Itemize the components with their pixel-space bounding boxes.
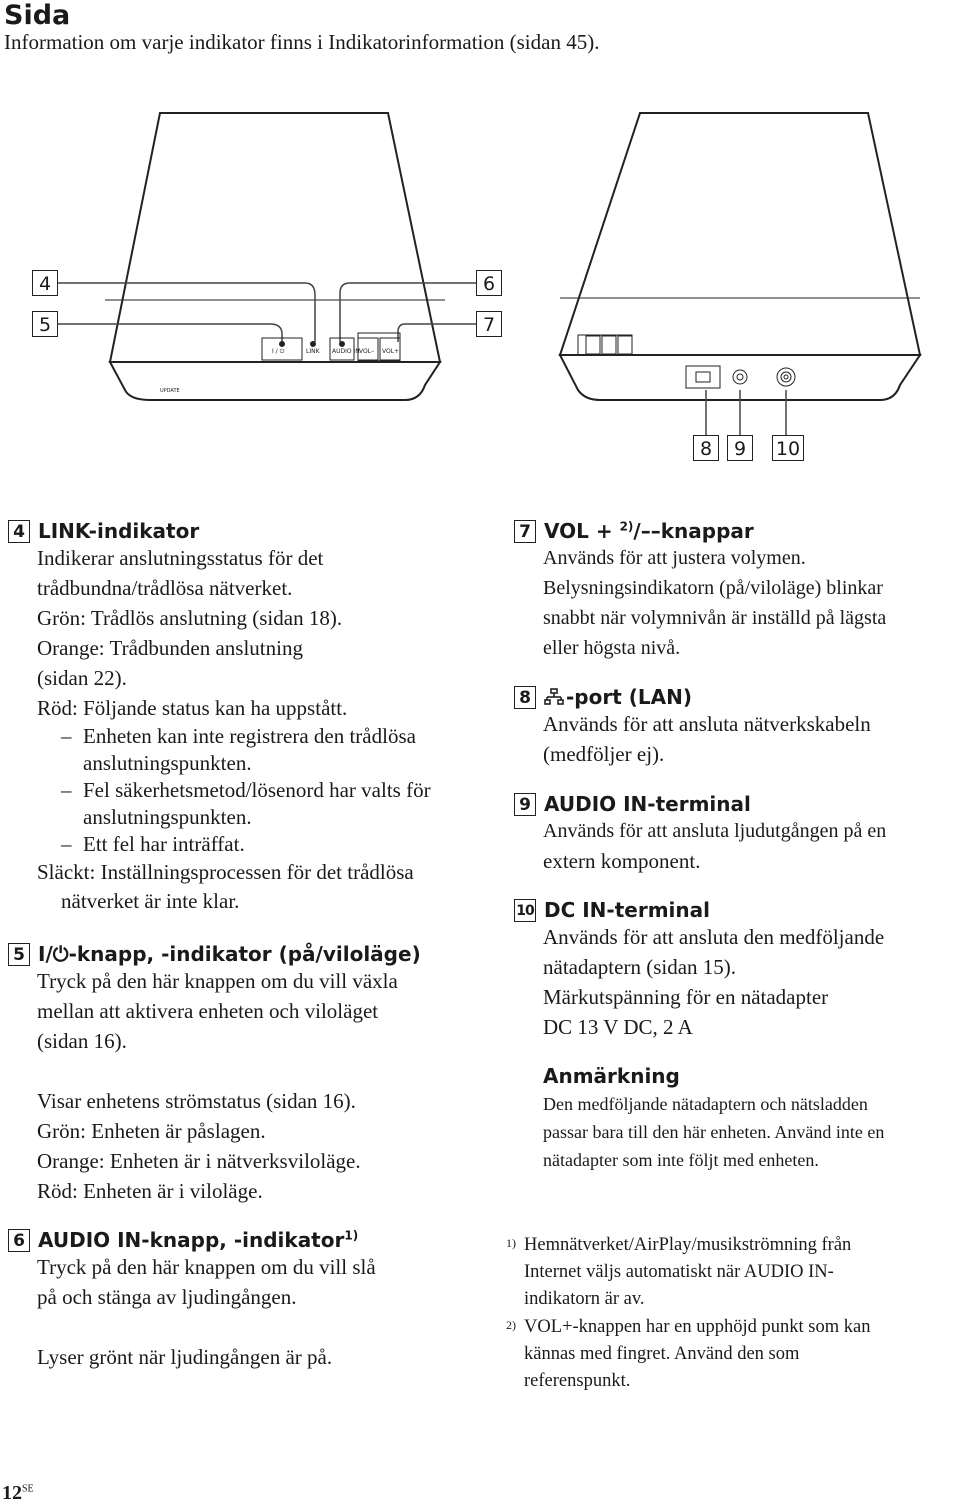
item-4-title: LINK-indikator — [38, 519, 200, 543]
item-8-line: (medföljer ej). — [543, 742, 665, 766]
footnote-1-line: Internet väljs automatiskt när AUDIO IN- — [524, 1262, 834, 1282]
item-4-dash: – Enheten kan inte registrera den trådlösa anslutningspunkten. — [37, 723, 478, 777]
item-7-line: Används för att justera volymen. — [543, 547, 806, 569]
item-4-dash: – Fel säkerhetsmetod/lösenord har valts för anslutningspunkten. — [37, 777, 478, 831]
item-4-off: Släckt: Inställningsprocessen för det trådlösa nätverket är inte klar. — [37, 860, 414, 913]
callout-4: 4 — [32, 270, 58, 296]
item-8-title: -port (LAN) — [566, 685, 692, 709]
item-6-title: AUDIO IN-knapp, -indikator — [38, 1228, 345, 1252]
item-10-title: DC IN-terminal — [544, 898, 710, 922]
item-6-number: 6 — [8, 1229, 30, 1252]
audio-in-label: AUDIO IN — [332, 348, 360, 355]
update-label: UPDATE — [160, 388, 180, 394]
footnote-2-mark: 2) — [506, 1318, 516, 1332]
item-7-number: 7 — [514, 520, 536, 543]
callout-6: 6 — [476, 270, 502, 296]
footnote-1-line: Hemnätverket/AirPlay/musikströmning från — [524, 1235, 852, 1255]
item-8-number: 8 — [514, 686, 536, 709]
item-9 — [514, 792, 958, 876]
item-5-line: Visar enhetens strömstatus (sidan 16). — [37, 1089, 356, 1113]
callout-10: 10 — [772, 435, 804, 461]
item-4-line: Indikerar anslutningsstatus för det — [37, 546, 324, 570]
item-5-title: I/⏻-knapp, -indikator (på/viloläge) — [38, 942, 421, 966]
item-5-line: Grön: Enheten är påslagen. — [37, 1119, 266, 1143]
note-line: Den medföljande nätadaptern och nätsladden — [543, 1094, 868, 1114]
lan-icon — [544, 688, 564, 706]
item-4-line: Grön: Trådlös anslutning (sidan 18). — [37, 606, 343, 630]
item-9-number: 9 — [514, 793, 536, 816]
footnote-2-line: referenspunkt. — [524, 1371, 631, 1391]
item-10-line: DC 13 V DC, 2 A — [543, 1015, 693, 1039]
item-7-line: Belysningsindikatorn (på/viloläge) blinkar — [543, 577, 883, 599]
note-title: Anmärkning — [543, 1064, 680, 1088]
item-5-line: Tryck på den här knappen om du vill växla — [37, 969, 398, 993]
note-line: nätadapter som inte följt med enheten. — [543, 1150, 819, 1170]
callout-9: 9 — [727, 435, 753, 461]
item-4 — [8, 519, 478, 916]
item-5-line: Röd: Enheten är i viloläge. — [37, 1179, 263, 1203]
page-lang: SE — [22, 1483, 34, 1495]
footnote-2 — [506, 1314, 958, 1395]
power-label: I / ⏻ — [272, 348, 285, 355]
item-10 — [514, 898, 958, 1042]
right-speaker-body — [560, 113, 920, 355]
item-10-number: 10 — [514, 899, 536, 922]
item-7-line: snabbt när volymnivån är inställd på lägsta — [543, 607, 887, 629]
item-4-dash: – Ett fel har inträffat. — [37, 831, 478, 858]
item-7-line: eller högsta nivå. — [543, 637, 681, 659]
item-5-line: (sidan 16). — [37, 1029, 127, 1053]
footnote-1-line: indikatorn är av. — [524, 1289, 645, 1309]
callout-7: 7 — [476, 311, 502, 337]
vol-plus-label: VOL+ — [382, 348, 400, 355]
item-10-line: Används för att ansluta den medföljande — [543, 925, 885, 949]
item-5-line: mellan att aktivera enheten och viloläget — [37, 999, 379, 1023]
item-8-line: Används för att ansluta nätverkskabeln — [543, 712, 871, 736]
item-7-sup: 2) — [619, 519, 634, 534]
page-number — [2, 1482, 34, 1505]
item-10-line: nätadaptern (sidan 15). — [543, 955, 737, 979]
item-9-title: AUDIO IN-terminal — [544, 792, 751, 816]
item-4-line: trådbundna/trådlösa nätverket. — [37, 576, 293, 600]
page-title: Sida — [4, 0, 71, 31]
item-5-line: Orange: Enheten är i nätverksviloläge. — [37, 1149, 361, 1173]
page-number-value: 12 — [2, 1482, 22, 1504]
item-4-line: Orange: Trådbunden anslutning — [37, 636, 303, 660]
left-speaker-base — [110, 362, 440, 400]
callout-5: 5 — [32, 311, 58, 337]
item-4-line: (sidan 22). — [37, 666, 127, 690]
link-label: LINK — [306, 348, 320, 355]
item-8 — [514, 685, 958, 769]
item-6 — [8, 1228, 478, 1372]
item-9-line: Används för att ansluta ljudutgången på en — [543, 820, 887, 842]
item-5-number: 5 — [8, 943, 30, 966]
footnote-2-line: VOL+-knappen har en upphöjd punkt som kan — [524, 1317, 871, 1337]
note-line: passar bara till den här enheten. Använd inte en — [543, 1122, 885, 1142]
item-7-title-b: /––knappar — [633, 519, 754, 543]
intro-text: Information om varje indikator finns i Indikatorinformation (sidan 45). — [4, 30, 600, 54]
item-10-line: Märkutspänning för en nätadapter — [543, 985, 829, 1009]
item-7 — [514, 519, 958, 663]
item-9-line: extern komponent. — [543, 849, 701, 873]
item-6-sup: 1) — [344, 1228, 359, 1243]
item-4-number: 4 — [8, 520, 30, 543]
footnote-2-line: kännas med fingret. Använd den som — [524, 1344, 800, 1364]
note — [543, 1064, 958, 1174]
footnote-1-mark: 1) — [506, 1236, 516, 1250]
item-6-line: Tryck på den här knappen om du vill slå — [37, 1255, 376, 1279]
vol-minus-label: VOL– — [359, 348, 375, 355]
item-4-line: Röd: Följande status kan ha uppstått. — [37, 696, 348, 720]
item-7-title-a: VOL + — [544, 519, 613, 543]
item-5 — [8, 942, 478, 1206]
callout-8: 8 — [693, 435, 719, 461]
item-6-line: Lyser grönt när ljudingången är på. — [37, 1345, 333, 1369]
item-6-line: på och stänga av ljudingången. — [37, 1285, 297, 1309]
footnote-1 — [506, 1232, 958, 1313]
